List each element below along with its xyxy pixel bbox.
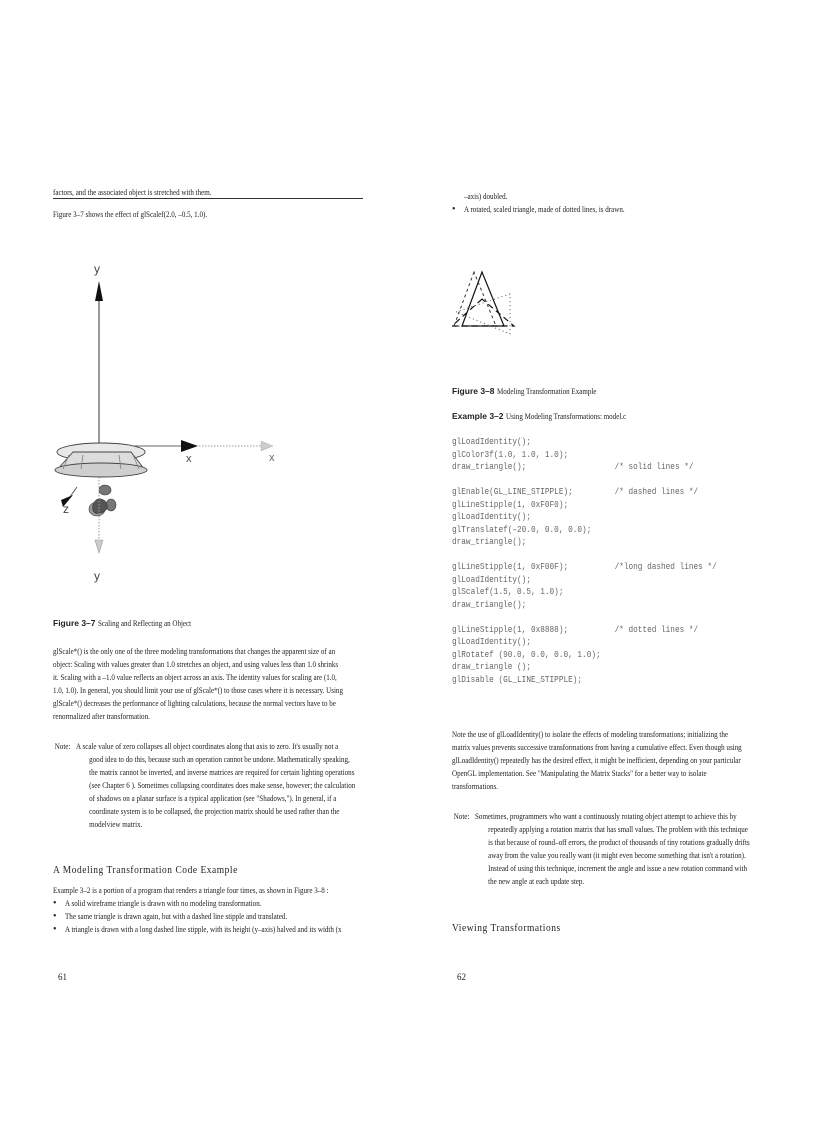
para-line: glScale*() decreases the performance of lighting calculations, because the normal vectors have to be xyxy=(53,698,336,708)
note-line: the matrix cannot be inverted, and inverse matrices are required for certain lighting operations xyxy=(89,767,355,777)
section-heading: A Modeling Transformation Code Example xyxy=(53,865,238,876)
y-axis-scaled-arrow xyxy=(95,540,103,553)
scaling-paragraph xyxy=(53,645,365,723)
note-body xyxy=(475,810,762,888)
code-listing xyxy=(452,436,717,686)
header-rule xyxy=(53,198,363,199)
code-line xyxy=(452,611,717,624)
example-intro: Example 3–2 is a portion of a program that renders a triangle four times, as shown in Figure 3–8 : xyxy=(53,885,329,895)
note-block xyxy=(452,810,782,900)
scaled-object xyxy=(55,443,147,477)
note-line: repeatedly applying a rotation matrix that has small values. The problem with this technique xyxy=(488,824,748,834)
code-line: glLoadIdentity(); xyxy=(452,437,531,447)
code-line: draw_triangle(); xyxy=(452,537,527,547)
continued-text: factors, and the associated object is stretched with them. xyxy=(53,187,212,197)
bullet-text: A rotated, scaled triangle, made of dotted lines, is drawn. xyxy=(464,204,625,214)
bullet-text: A solid wireframe triangle is drawn with no modeling transformation. xyxy=(65,898,262,908)
y-label-top: y xyxy=(94,262,100,276)
note-line: Instead of using this technique, increment the angle and issue a new rotation command with xyxy=(488,863,748,873)
bullet-icon: • xyxy=(53,911,57,922)
note-label: Note: xyxy=(453,811,470,821)
code-line: glLoadIdentity(); xyxy=(452,637,531,647)
figure-3-8-triangles xyxy=(452,268,522,340)
reflected-object xyxy=(89,485,116,516)
note-line: coordinate system is to be collapsed, the projection matrix should be used rather than the xyxy=(89,806,340,816)
y-axis-arrow xyxy=(95,281,103,301)
section-heading: Viewing Transformations xyxy=(452,923,561,934)
para-line: matrix values prevents successive transformations from having a cumulative effect. Even though using xyxy=(452,742,742,752)
note-body xyxy=(76,740,363,831)
note-line: good idea to do this, because such an operation cannot be undone. Mathematically speaking, xyxy=(89,754,350,764)
code-line: glEnable(GL_LINE_STIPPLE); /* dashed lines */ xyxy=(452,487,699,497)
y-label-bottom: y xyxy=(94,569,100,583)
bullet-text: A triangle is drawn with a long dashed line stipple, with its height (y–axis) halved and its width (x xyxy=(65,924,342,934)
bullet-icon: • xyxy=(53,924,57,935)
code-line xyxy=(452,474,717,487)
caption-text: Scaling and Reflecting an Object xyxy=(97,618,191,628)
para-line: it. Scaling with a –1.0 value reflects an object across an axis. The identity values for scaling are (1.0, xyxy=(53,672,337,682)
code-line: glRotatef (90.0, 0.0, 0.0, 1.0); xyxy=(452,649,601,660)
solid-triangle xyxy=(462,272,504,326)
x-label-gray: x xyxy=(269,452,275,464)
caption-text: Modeling Transformation Example xyxy=(496,386,597,396)
para-line: 1.0, 1.0). In general, you should limit your use of glScale*() to those cases where it is necessary. Using xyxy=(53,685,343,695)
caption-label: Figure 3–7 xyxy=(53,618,96,628)
page-number: 62 xyxy=(457,972,466,982)
note-label: Note: xyxy=(54,741,71,751)
para-line: transformations. xyxy=(452,781,498,791)
example-title-text: Using Modeling Transformations: model.c xyxy=(505,411,626,421)
load-identity-paragraph xyxy=(452,728,764,793)
bullet-text: The same triangle is drawn again, but with a dashed line stipple and translated. xyxy=(65,911,288,921)
bullet-icon: • xyxy=(452,204,456,215)
code-line xyxy=(452,549,717,562)
page-number: 61 xyxy=(58,972,67,982)
note-line: Sometimes, programmers who want a continuously rotating object attempt to achieve this by xyxy=(475,811,737,821)
code-line: glLineStipple(1, 0xF0F0); xyxy=(452,499,569,510)
code-line: draw_triangle (); xyxy=(452,662,531,672)
x-label-black: x xyxy=(186,453,192,465)
para-line: renormalized after transformation. xyxy=(53,711,150,721)
note-line: A scale value of zero collapses all object coordinates along that axis to zero. It's usually not a xyxy=(76,741,339,751)
note-line: (see Chapter 6 ). Sometimes collapsing coordinates does make sense, however; the calculation xyxy=(89,780,356,790)
caption-label: Figure 3–8 xyxy=(452,386,495,396)
para-line: glScale*() is the only one of the three modeling transformations that changes the apparent size of an xyxy=(53,646,336,656)
figure-3-7-scaling-diagram xyxy=(53,255,313,585)
para-line: glLoadIdentity() repeatedly has the desired effect, it might be inefficient, depending on your particular xyxy=(452,755,741,765)
para-line: OpenGL implementation. See "Manipulating the Matrix Stacks" for a better way to isolate xyxy=(452,768,707,778)
z-label: z xyxy=(63,502,69,516)
code-line: glLineStipple(1, 0xF00F); /*long dashed lines */ xyxy=(452,562,717,572)
note-line: away from the value you really want (it might even become something that isn't a rotation). xyxy=(488,850,746,860)
para-line: object: Scaling with values greater than 1.0 stretches an object, and using values less than 1.0 shrinks xyxy=(53,659,339,669)
bullet-icon: • xyxy=(53,898,57,909)
code-line: glColor3f(1.0, 1.0, 1.0); xyxy=(452,449,569,460)
example-label: Example 3–2 xyxy=(452,411,504,421)
note-line: is that because of round–off errors, the product of thousands of tiny rotations gradually drifts xyxy=(488,837,750,847)
code-line: draw_triangle(); xyxy=(452,599,527,610)
code-line: glTranslatef(–20.0, 0.0, 0.0); xyxy=(452,524,592,535)
code-line: draw_triangle(); /* solid lines */ xyxy=(452,462,694,472)
note-line: modelview matrix. xyxy=(89,819,143,829)
figure-3-7-caption xyxy=(53,618,211,629)
figure-intro: Figure 3–7 shows the effect of glScalef(2.0, –0.5, 1.0). xyxy=(53,209,208,219)
code-line: glLineStipple(1, 0x8888); /* dotted lines */ xyxy=(452,624,699,635)
code-line: glScalef(1.5, 0.5, 1.0); xyxy=(452,587,564,597)
dashed-triangle xyxy=(454,272,496,326)
note-line: of shadows on a planar surface is a typical application (see "Shadows,"). In general, if a xyxy=(89,793,337,803)
code-line: glLoadIdentity(); xyxy=(452,574,531,585)
code-line: glLoadIdentity(); xyxy=(452,512,531,522)
para-line: Note the use of glLoadIdentity() to isolate the effects of modeling transformations; initializing the xyxy=(452,729,729,739)
code-line: glDisable (GL_LINE_STIPPLE); xyxy=(452,674,583,685)
note-line: the new angle at each update step. xyxy=(488,876,585,886)
figure-3-8-caption xyxy=(452,386,618,397)
example-title xyxy=(452,411,652,422)
continued-bullet-text: –axis) doubled. xyxy=(464,191,508,201)
note-block xyxy=(53,740,383,840)
x-axis-arrow xyxy=(181,440,198,452)
x-axis-scaled-arrow xyxy=(261,441,273,451)
